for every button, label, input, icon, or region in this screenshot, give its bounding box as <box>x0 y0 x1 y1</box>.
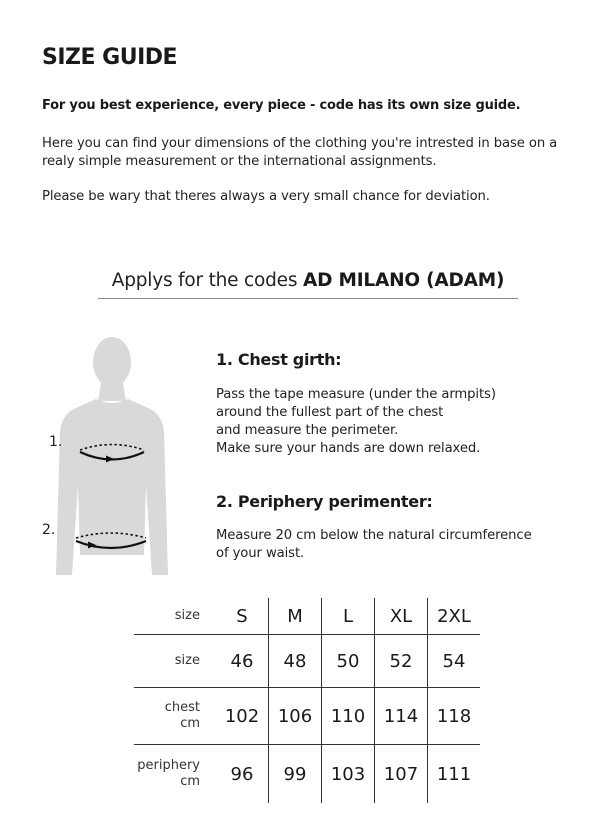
table-cell: 110 <box>322 688 375 745</box>
table-cell: 102 <box>216 688 269 745</box>
table-row <box>134 688 480 745</box>
codes-heading <box>98 270 518 299</box>
table-cell: 118 <box>428 688 481 745</box>
body-silhouette <box>40 335 170 575</box>
table-cell: 111 <box>428 745 481 804</box>
table-cell: 50 <box>322 635 375 688</box>
table-cell: 96 <box>216 745 269 804</box>
periphery-heading: 2. Periphery perimenter: <box>216 492 433 511</box>
codes-name: AD MILANO (ADAM) <box>302 270 505 291</box>
column-header: L <box>322 598 375 635</box>
table-header-label: size <box>174 608 200 623</box>
row-label: chest cm <box>134 688 216 745</box>
row-label: size <box>134 635 216 688</box>
table-cell: 103 <box>322 745 375 804</box>
column-header: M <box>269 598 322 635</box>
deviation-note: Please be wary that theres always a very small chance for deviation. <box>42 189 490 204</box>
table-cell: 106 <box>269 688 322 745</box>
table-cell: 99 <box>269 745 322 804</box>
table-row <box>134 745 480 804</box>
periphery-text: Measure 20 cm below the natural circumference of your waist. <box>216 528 532 561</box>
lead-text: For you best experience, every piece - code has its own size guide. <box>42 98 521 113</box>
table-header-row <box>134 598 480 635</box>
table-row <box>134 635 480 688</box>
column-header: S <box>236 605 248 627</box>
table-cell: 46 <box>216 635 269 688</box>
column-header: XL <box>375 598 428 635</box>
intro-paragraph: Here you can find your dimensions of the clothing you're intrested in base on a realy simple measurement or the international assignments. <box>42 136 558 169</box>
table-cell: 52 <box>375 635 428 688</box>
table-cell: 48 <box>269 635 322 688</box>
silhouette-body <box>56 337 168 575</box>
periphery-marker: 2. <box>42 522 56 538</box>
row-label: periphery cm <box>134 745 216 804</box>
chest-marker: 1. <box>49 434 63 450</box>
page-title: SIZE GUIDE <box>42 45 178 70</box>
codes-prefix: Applys for the codes <box>111 270 303 291</box>
table-cell: 114 <box>375 688 428 745</box>
size-table <box>134 598 480 803</box>
column-header: 2XL <box>428 598 481 635</box>
table-cell: 54 <box>428 635 481 688</box>
table-cell: 107 <box>375 745 428 804</box>
chest-girth-heading: 1. Chest girth: <box>216 350 342 369</box>
chest-girth-text: Pass the tape measure (under the armpits) around the fullest part of the chest and measure the perimeter. Make sure your hands are down relaxed. <box>216 387 496 456</box>
